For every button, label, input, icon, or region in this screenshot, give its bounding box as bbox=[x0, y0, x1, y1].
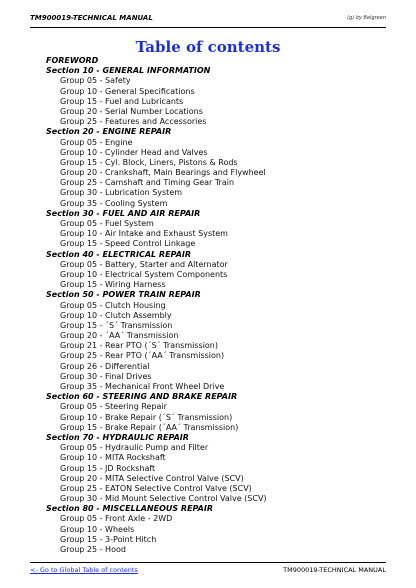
toc-group-item[interactable] bbox=[46, 474, 386, 484]
toc-group-item[interactable] bbox=[46, 382, 386, 392]
toc-group-link[interactable]: Group 10 - Air Intake and Exhaust System bbox=[60, 229, 228, 239]
toc-group-item[interactable] bbox=[46, 148, 386, 158]
toc-group-link[interactable]: Group 05 - Clutch Housing bbox=[60, 300, 166, 310]
toc-group-item[interactable] bbox=[46, 423, 386, 433]
toc-group-item[interactable] bbox=[46, 97, 386, 107]
toc-group-item[interactable] bbox=[46, 239, 386, 249]
toc-group-item[interactable] bbox=[46, 219, 386, 229]
toc-group-link[interactable]: Group 30 - Lubrication System bbox=[60, 188, 183, 198]
header-manual-id: TM900019-TECHNICAL MANUAL bbox=[30, 14, 153, 22]
toc-group-link[interactable]: Group 15 - Cyl. Block, Liners, Pistons & Rods bbox=[60, 157, 238, 167]
toc-group-item[interactable] bbox=[46, 341, 386, 351]
toc-group-item[interactable] bbox=[46, 331, 386, 341]
toc-section-heading: Section 30 - FUEL AND AIR REPAIR bbox=[46, 208, 201, 218]
toc-group-link[interactable]: Group 21 - Rear PTO (´S´ Transmission) bbox=[60, 341, 218, 351]
toc-group-link[interactable]: Group 35 - Mechanical Front Wheel Drive bbox=[60, 382, 225, 391]
toc-group-link[interactable]: Group 05 - Fuel System bbox=[60, 219, 154, 228]
toc-group-item[interactable] bbox=[46, 413, 386, 423]
page-footer bbox=[30, 562, 386, 577]
toc-group-item[interactable] bbox=[46, 443, 386, 453]
toc-group-link[interactable]: Group 20 - ´AA´ Transmission bbox=[60, 331, 179, 341]
toc-group-link[interactable]: Group 10 - MITA Rockshaft bbox=[60, 453, 166, 463]
toc-group-link[interactable]: Group 15 - Speed Control Linkage bbox=[60, 239, 196, 249]
header-credit: (g) by Belgreen bbox=[347, 15, 386, 21]
toc-group-link[interactable]: Group 05 - Steering Repair bbox=[60, 402, 167, 412]
toc-group-item[interactable] bbox=[46, 138, 386, 148]
toc-section-heading: FOREWORD bbox=[46, 56, 99, 65]
toc-group-link[interactable]: Group 05 - Safety bbox=[60, 76, 131, 86]
toc-group-link[interactable]: Group 10 - Clutch Assembly bbox=[60, 310, 172, 320]
toc-group-item[interactable] bbox=[46, 362, 386, 372]
toc-group-item[interactable] bbox=[46, 351, 386, 361]
table-of-contents bbox=[46, 56, 386, 555]
toc-section-heading: Section 20 - ENGINE REPAIR bbox=[46, 127, 172, 137]
toc-group-item[interactable] bbox=[46, 525, 386, 535]
toc-group-item[interactable] bbox=[46, 464, 386, 474]
toc-section-heading: Section 80 - MISCELLANEOUS REPAIR bbox=[46, 504, 214, 514]
toc-group-item[interactable] bbox=[46, 514, 386, 524]
toc-group-item[interactable] bbox=[46, 199, 386, 209]
toc-group-item[interactable] bbox=[46, 229, 386, 239]
toc-section-heading: Section 50 - POWER TRAIN REPAIR bbox=[46, 290, 201, 300]
page-header bbox=[30, 13, 386, 28]
page-title: Table of contents bbox=[135, 38, 281, 56]
toc-group-link[interactable]: Group 15 - ´S´ Transmission bbox=[60, 320, 173, 330]
toc-group-item[interactable] bbox=[46, 494, 386, 504]
toc-section-heading: Section 60 - STEERING AND BRAKE REPAIR bbox=[46, 392, 238, 402]
toc-group-link[interactable]: Group 05 - Battery, Starter and Alternator bbox=[60, 259, 228, 269]
footer-manual-id: TM900019-TECHNICAL MANUAL bbox=[283, 566, 386, 574]
toc-group-item[interactable] bbox=[46, 280, 386, 290]
toc-group-link[interactable]: Group 15 - Wiring Harness bbox=[60, 280, 166, 290]
toc-group-link[interactable]: Group 25 - EATON Selective Control Valve (SCV) bbox=[60, 483, 252, 493]
toc-group-link[interactable]: Group 10 - Cylinder Head and Valves bbox=[60, 147, 208, 157]
toc-group-item[interactable] bbox=[46, 270, 386, 280]
toc-group-item[interactable] bbox=[46, 535, 386, 545]
toc-group-item[interactable] bbox=[46, 87, 386, 97]
toc-group-link[interactable]: Group 10 - Wheels bbox=[60, 524, 135, 534]
toc-group-link[interactable]: Group 25 - Camshaft and Timing Gear Train bbox=[60, 178, 235, 188]
toc-group-item[interactable] bbox=[46, 484, 386, 494]
toc-group-item[interactable] bbox=[46, 188, 386, 198]
toc-group-link[interactable]: Group 05 - Front Axle - 2WD bbox=[60, 514, 173, 524]
toc-section-heading: Section 10 - GENERAL INFORMATION bbox=[46, 66, 211, 76]
toc-group-link[interactable]: Group 10 - General Specifications bbox=[60, 86, 195, 96]
toc-group-item[interactable] bbox=[46, 76, 386, 86]
toc-group-item[interactable] bbox=[46, 545, 386, 555]
toc-group-item[interactable] bbox=[46, 158, 386, 168]
toc-group-link[interactable]: Group 26 - Differential bbox=[60, 361, 150, 371]
toc-group-item[interactable] bbox=[46, 117, 386, 127]
toc-group-item[interactable] bbox=[46, 321, 386, 331]
toc-group-item[interactable] bbox=[46, 372, 386, 382]
toc-group-link[interactable]: Group 15 - 3-Point Hitch bbox=[60, 534, 157, 544]
toc-group-item[interactable] bbox=[46, 107, 386, 117]
toc-group-item[interactable] bbox=[46, 453, 386, 463]
toc-group-link[interactable]: Group 05 - Hydraulic Pump and Filter bbox=[60, 443, 209, 453]
toc-section-heading: Section 40 - ELECTRICAL REPAIR bbox=[46, 249, 192, 259]
toc-group-item[interactable] bbox=[46, 311, 386, 321]
toc-group-item[interactable] bbox=[46, 178, 386, 188]
toc-group-link[interactable]: Group 30 - Final Drives bbox=[60, 371, 152, 381]
toc-group-link[interactable]: Group 10 - Electrical System Components bbox=[60, 269, 228, 279]
toc-group-link[interactable]: Group 25 - Hood bbox=[60, 545, 126, 554]
toc-group-link[interactable]: Group 30 - Mid Mount Selective Control Valve (SCV) bbox=[60, 494, 267, 504]
toc-group-item[interactable] bbox=[46, 402, 386, 412]
toc-group-item[interactable] bbox=[46, 260, 386, 270]
toc-group-link[interactable]: Group 20 - Serial Number Locations bbox=[60, 106, 203, 116]
global-toc-link[interactable]: <- Go to Global Table of contents bbox=[30, 566, 138, 574]
toc-group-link[interactable]: Group 05 - Engine bbox=[60, 137, 133, 147]
toc-group-link[interactable]: Group 25 - Features and Accessories bbox=[60, 117, 207, 127]
toc-group-link[interactable]: Group 15 - Brake Repair (´AA´ Transmission) bbox=[60, 422, 239, 432]
toc-group-link[interactable]: Group 15 - JD Rockshaft bbox=[60, 463, 156, 473]
toc-group-link[interactable]: Group 10 - Brake Repair (´S´ Transmission) bbox=[60, 412, 233, 422]
toc-group-item[interactable] bbox=[46, 168, 386, 178]
toc-section-heading: Section 70 - HYDRAULIC REPAIR bbox=[46, 432, 189, 442]
toc-group-link[interactable]: Group 20 - Crankshaft, Main Bearings and Flywheel bbox=[60, 168, 266, 178]
toc-group-link[interactable]: Group 15 - Fuel and Lubricants bbox=[60, 96, 184, 106]
toc-group-link[interactable]: Group 35 - Cooling System bbox=[60, 198, 168, 208]
toc-group-item[interactable] bbox=[46, 301, 386, 311]
toc-group-link[interactable]: Group 20 - MITA Selective Control Valve (SCV) bbox=[60, 473, 244, 483]
toc-group-link[interactable]: Group 25 - Rear PTO (´AA´ Transmission) bbox=[60, 351, 225, 361]
